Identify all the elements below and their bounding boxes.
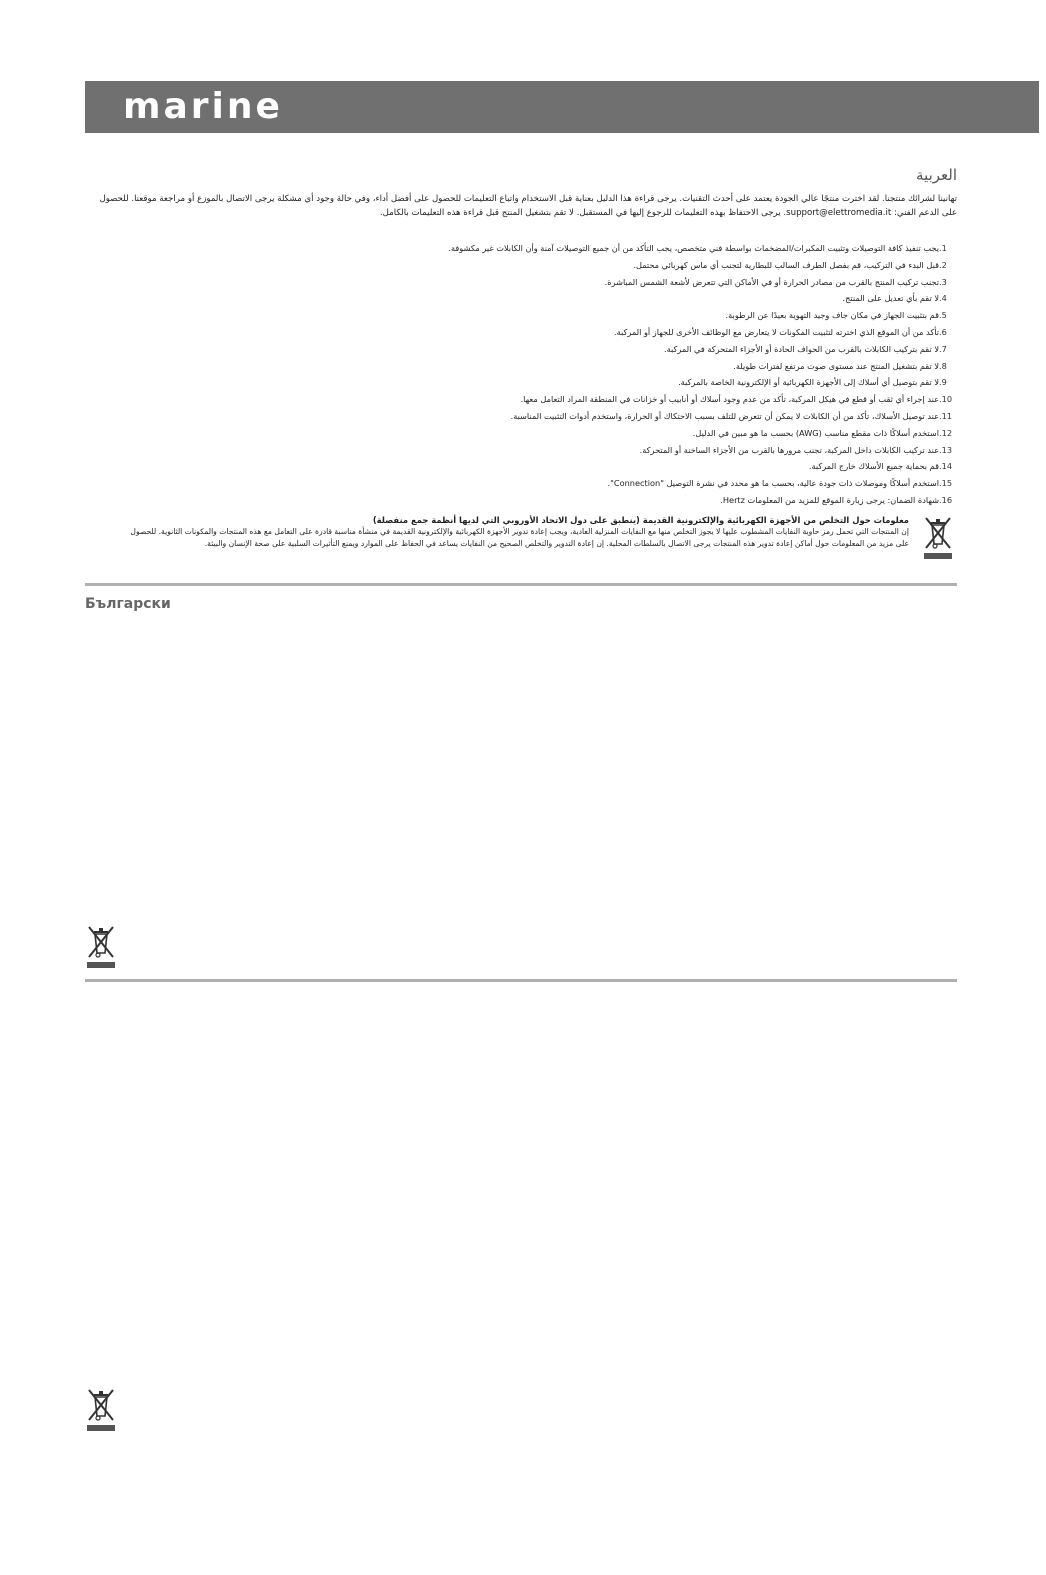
arabic-list-item — [85, 408, 957, 425]
arabic-list-item — [85, 358, 957, 375]
list-item-text: لا تقم بتشغيل المنتج عند مستوى صوت مرتفع لفترات طويلة. — [733, 360, 939, 371]
arabic-list-item — [85, 442, 957, 459]
list-item-text: لا تقم بأي تعديل على المنتج. — [842, 293, 939, 304]
arabic-list-item — [85, 290, 957, 307]
list-item-text: يجب تنفيذ كافة التوصيلات وتثبيت المكبرات/المضخمات بواسطة فني متخصص، يجب التأكد من أن جميع التوصيلات آمنة وأن الكابلات غير مكشوفة. — [448, 243, 939, 253]
list-item-text: عند إجراء أي ثقب أو قطع في هيكل المركبة، تأكد من عدم وجود أسلاك أو أنابيب أو خزانات في المنطقة المراد التعامل معها. — [520, 394, 939, 405]
list-item-number: 5. — [939, 310, 947, 321]
list-item-number: 10. — [939, 394, 953, 405]
list-item-text: قبل البدء في التركيب، قم بفصل الطرف السالب للبطارية لتجنب أي ماس كهربائي محتمل. — [633, 259, 939, 270]
list-item-text: عند توصيل الأسلاك، تأكد من أن الكابلات لا يمكن أن تتعرض للتلف بسبب الاحتكاك أو الحرارة، واستخدم أدوات التثبيت المناسبة. — [510, 410, 939, 421]
list-item-text: تجنب تركيب المنتج بالقرب من مصادر الحرارة أو في الأماكن التي تتعرض لأشعة الشمس المباشرة. — [604, 276, 939, 287]
list-item-number: 12. — [939, 427, 953, 438]
list-item-number: 3. — [939, 276, 947, 287]
arabic-list-item — [85, 257, 957, 274]
arabic-list-item — [85, 458, 957, 475]
arabic-list-item — [85, 274, 957, 291]
arabic-section-title: العربية — [916, 166, 957, 184]
arabic-list-item — [85, 324, 957, 341]
list-item-number: 11. — [939, 410, 953, 421]
list-item-number: 7. — [939, 343, 947, 354]
list-item-number: 8. — [939, 360, 947, 371]
arabic-weee-notice — [85, 514, 957, 550]
list-item-number: 2. — [939, 259, 947, 270]
list-item-number: 6. — [939, 326, 947, 337]
section-divider — [85, 979, 957, 982]
arabic-list-item — [85, 475, 957, 492]
brand-logo: marine — [123, 86, 283, 127]
list-item-number: 13. — [939, 444, 953, 455]
list-item-text: عند تركيب الكابلات داخل المركبة، تجنب مرورها بالقرب من الأجزاء الساخنة أو المتحركة. — [639, 444, 939, 455]
list-item-text: لا تقم بتوصيل أي أسلاك إلى الأجهزة الكهربائية أو الإلكترونية الخاصة بالمركبة. — [678, 377, 939, 388]
brand-banner — [85, 81, 1039, 133]
section-divider — [85, 583, 957, 586]
arabic-intro-paragraph: تهانينا لشرائك منتجنا. لقد اخترت منتجًا عالي الجودة يعتمد على أحدث التقنيات. يرجى قراءة هذا الدليل بعناية قبل الاستخدام واتباع التعليمات للحصول على أفضل أداء، وفي حالة وجود أي مشكلة يرجى الاتصال بالموزع أو مراجعة موقعنا. للحصول على الدعم الفني: support@elettromedia.it. يرجى الاحتفاظ بهذه التعليمات للرجوع إليها في المستقبل. لا تقم بتشغيل المنتج قبل قراءة هذه التعليمات بالكامل. — [99, 194, 957, 218]
list-item-number: 14. — [939, 461, 953, 472]
list-item-text: قم بتثبيت الجهاز في مكان جاف وجيد التهوية بعيدًا عن الرطوبة. — [725, 310, 939, 321]
arabic-list-item — [85, 492, 957, 509]
arabic-list-item — [85, 307, 957, 324]
arabic-safety-list — [85, 240, 957, 509]
list-item-text: شهادة الضمان: يرجى زيارة الموقع للمزيد من المعلومات Hertz. — [720, 494, 939, 505]
arabic-list-item — [85, 425, 957, 442]
weee-bin-icon — [85, 1388, 117, 1431]
list-item-text: استخدم أسلاكًا وموصلات ذات جودة عالية، بحسب ما هو محدد في نشرة التوصيل "Connection". — [607, 478, 939, 489]
arabic-list-item — [85, 391, 957, 408]
list-item-number: 16. — [939, 494, 953, 505]
list-item-number: 15. — [939, 478, 953, 489]
list-item-text: استخدم أسلاكًا ذات مقطع مناسب (AWG) بحسب ما هو مبين في الدليل. — [692, 427, 939, 438]
arabic-list-item — [85, 240, 957, 257]
list-item-number: 9. — [939, 377, 947, 388]
list-item-number: 1. — [939, 243, 947, 253]
weee-notice-title: معلومات حول التخلص من الأجهزة الكهربائية والإلكترونية القديمة (ينطبق على دول الاتحاد الأوروبي التي لديها أنظمة جمع منفصلة) — [372, 515, 909, 525]
arabic-list-item — [85, 341, 957, 358]
weee-notice-body: إن المنتجات التي تحمل رمز حاوية النفايات المشطوب عليها لا يجوز التخلص منها مع النفايات المنزلية العادية، ويجب إعادة تدوير الأجهزة الكهربائية والإلكترونية القديمة في منشأة مناسبة قادرة على التعامل مع هذه المنتجات والمكونات الثانوية. للحصول على مزيد من المعلومات حول أماكن إعادة تدوير هذه المنتجات يرجى الاتصال بالسلطات المحلية. إن إعادة التدوير والتخلص الصحيح من النفايات يساعد في الحفاظ على الموارد ويمنع التأثيرات السلبية على صحة الإنسان والبيئة. — [130, 527, 909, 548]
list-item-number: 4. — [939, 293, 947, 304]
list-item-text: لا تقم بتركيب الكابلات بالقرب من الحواف الحادة أو الأجزاء المتحركة في المركبة. — [664, 343, 939, 354]
weee-bin-icon — [85, 925, 117, 968]
bulgarian-section-title: Български — [85, 596, 171, 612]
list-item-text: قم بحماية جميع الأسلاك خارج المركبة. — [808, 461, 939, 472]
list-item-text: تأكد من أن الموقع الذي اخترته لتثبيت المكونات لا يتعارض مع الوظائف الأخرى للجهاز أو المركبة. — [613, 326, 939, 337]
arabic-list-item — [85, 374, 957, 391]
weee-bin-icon — [922, 516, 954, 559]
